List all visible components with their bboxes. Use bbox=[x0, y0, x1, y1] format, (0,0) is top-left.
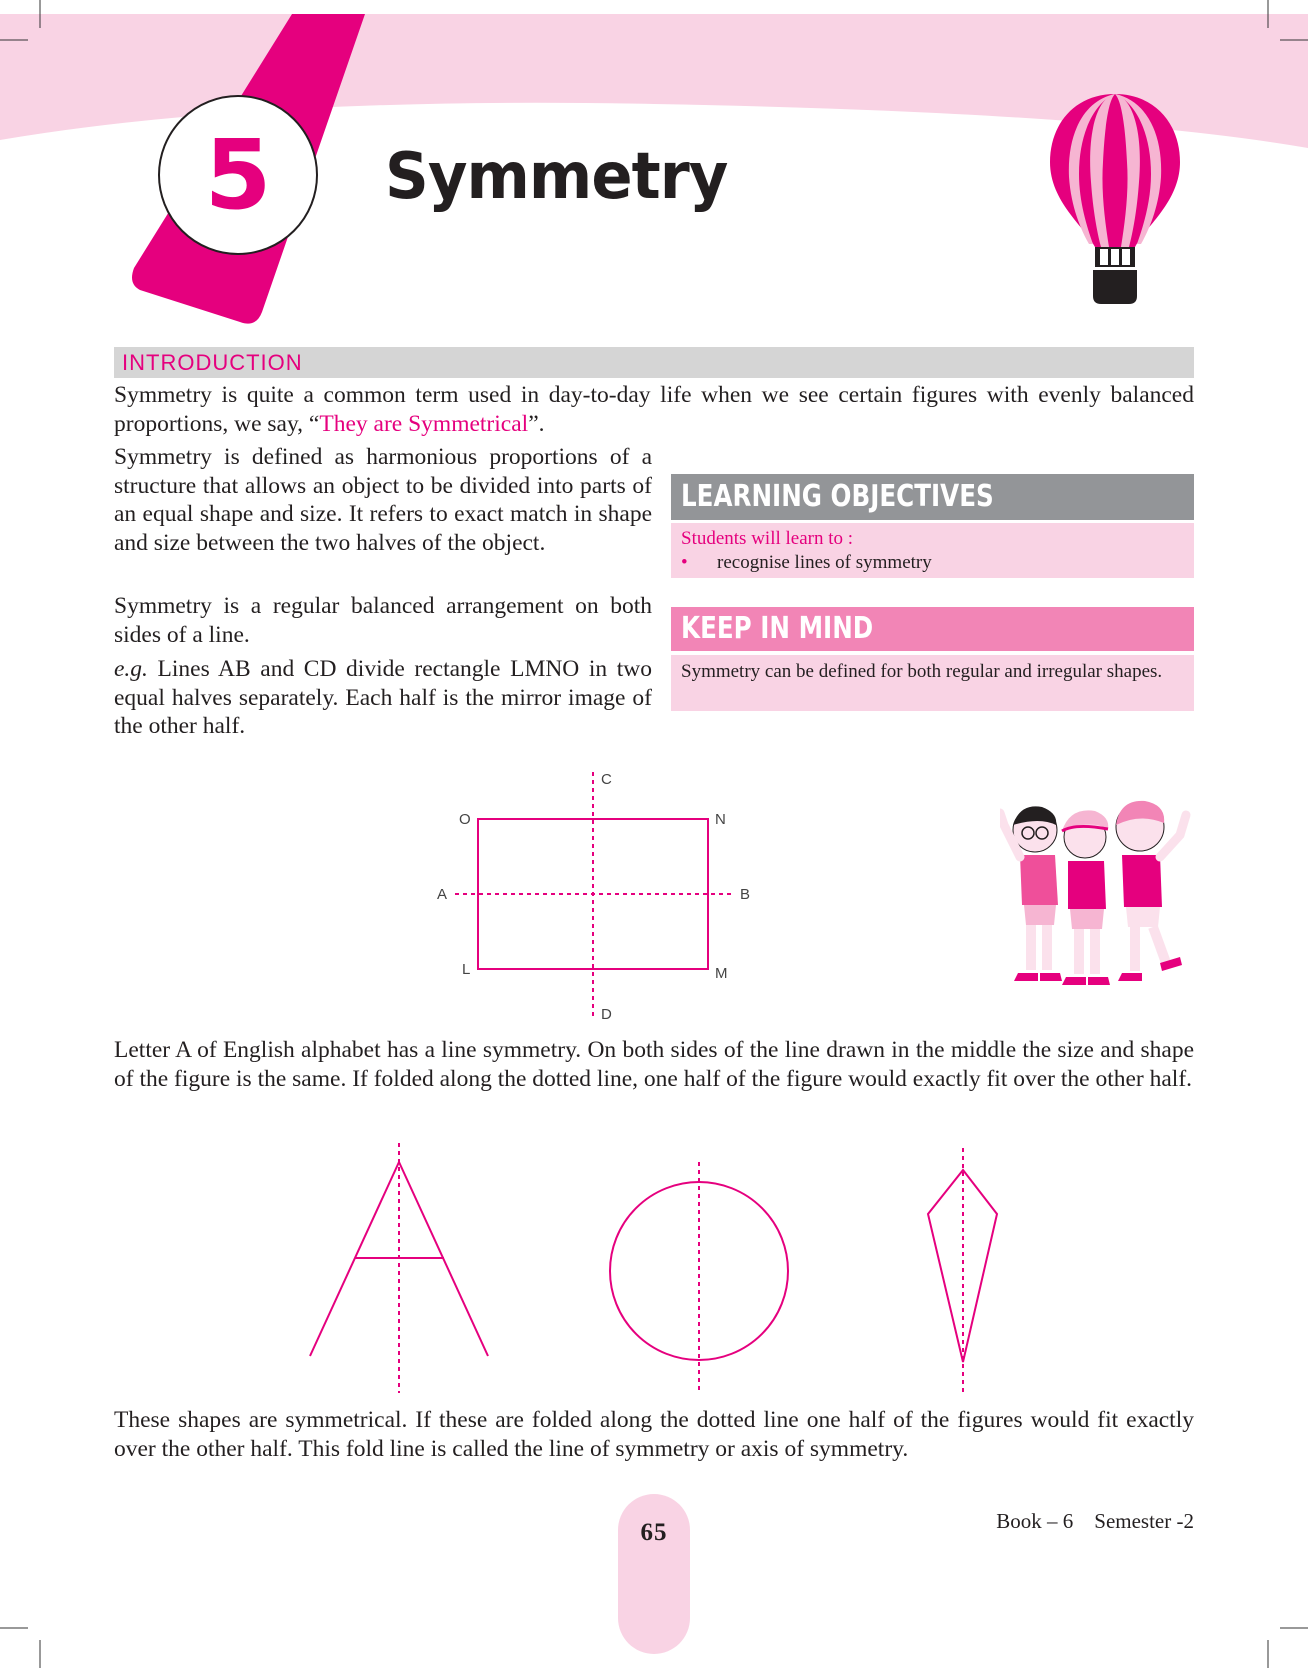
page-number: 65 bbox=[618, 1494, 690, 1654]
label-b: B bbox=[740, 886, 751, 903]
intro-paragraph-1: Symmetry is quite a common term used in day-to-day life when we see certain figures with evenly balanced proportions, we say, “They are Symmetrical”. bbox=[114, 382, 1194, 437]
label-l: L bbox=[462, 961, 471, 978]
learning-objectives-heading: LEARNING OBJECTIVES bbox=[671, 474, 1194, 520]
learning-objective-item: • recognise lines of symmetry bbox=[681, 552, 932, 573]
chapter-title: Symmetry bbox=[385, 140, 728, 214]
label-m: M bbox=[715, 965, 728, 982]
keep-in-mind-box: Symmetry can be defined for both regular and irregular shapes. bbox=[671, 655, 1194, 711]
learning-objectives-intro: Students will learn to : bbox=[681, 528, 854, 549]
symmetric-shapes-figure bbox=[300, 1138, 1020, 1398]
label-a: A bbox=[437, 886, 448, 903]
label-d: D bbox=[601, 1006, 612, 1023]
kite-shape bbox=[928, 1148, 997, 1393]
rectangle-lmno-figure bbox=[400, 760, 780, 1030]
introduction-heading: INTRODUCTION bbox=[122, 350, 303, 375]
learning-objectives-box bbox=[671, 523, 1194, 578]
label-n: N bbox=[715, 811, 726, 828]
hot-air-balloon-icon bbox=[1045, 92, 1185, 308]
intro-paragraph-3: Symmetry is a regular balanced arrangement on both sides of a line. bbox=[114, 593, 652, 648]
intro-paragraph-2: Symmetry is defined as harmonious proportions of a structure that allows an object to be divided into parts of an equal shape and size. It refers to exact match in shape and size between the two halves of the object. bbox=[114, 444, 652, 556]
bullet-icon: • bbox=[681, 552, 688, 573]
children-illustration bbox=[1000, 795, 1200, 995]
intro-paragraph-4: e.g. Lines AB and CD divide rectangle LMNO in two equal halves separately. Each half is the mirror image of the other half. bbox=[114, 656, 652, 739]
body-paragraph-shapes: These shapes are symmetrical. If these are folded along the dotted line one half of the figures would fit exactly over the other half. This fold line is called the line of symmetry or axis of symmetry. bbox=[114, 1407, 1194, 1462]
label-o: O bbox=[459, 811, 471, 828]
circle-shape bbox=[610, 1162, 788, 1393]
crop-marks-bottom bbox=[0, 1620, 1308, 1668]
body-paragraph-letter-a: Letter A of English alphabet has a line symmetry. On both sides of the line drawn in the middle the size and shape of the figure is the same. If folded along the dotted line, one half of the figure would exactly fit over the other half. bbox=[114, 1037, 1194, 1092]
label-c: C bbox=[601, 771, 612, 788]
keep-in-mind-heading: KEEP IN MIND bbox=[671, 607, 1194, 651]
book-info: Book – 6 Semester -2 bbox=[996, 1509, 1194, 1533]
chapter-number: 5 bbox=[158, 95, 318, 255]
letter-a-shape bbox=[310, 1143, 488, 1393]
highlighted-phrase: They are Symmetrical bbox=[319, 410, 529, 437]
